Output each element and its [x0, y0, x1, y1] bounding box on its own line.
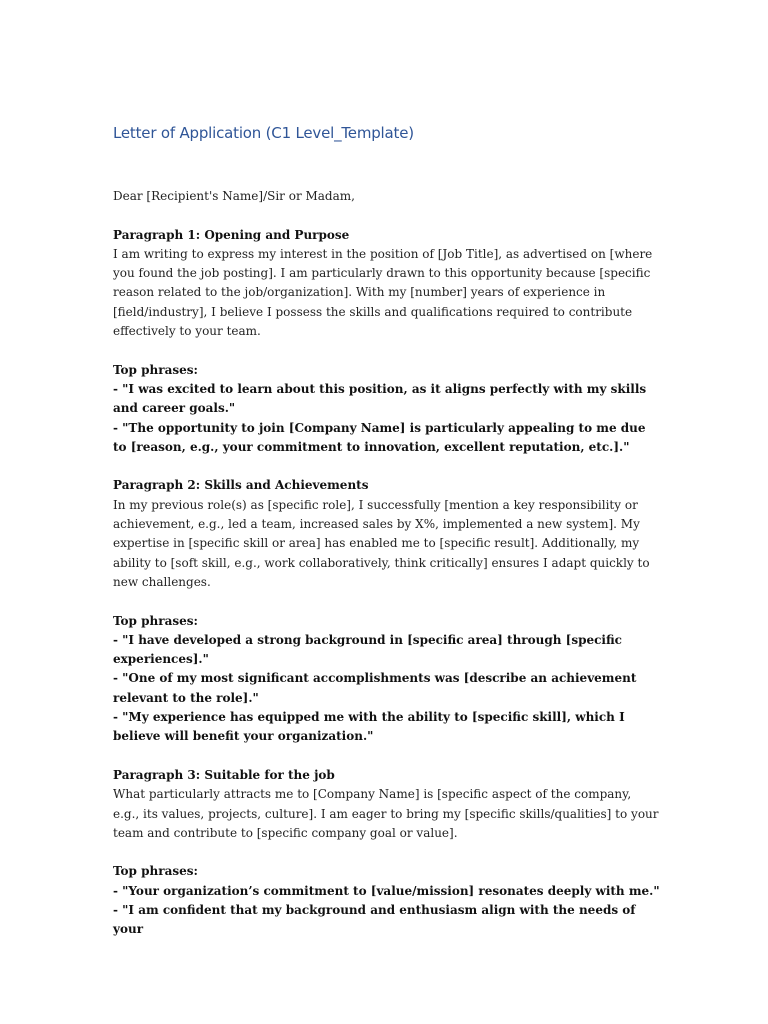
section-body: In my previous role(s) as [specific role], I successfully [mention a key responsibility or achievement, e.g., led a team, increased sales by X%, implemented a new system]. My expertise in [specific skill or area] has enabled me to [specific result]. Additionally, my ability to [soft skill, e.g., work collaboratively, think critically] ensures I adapt quickly to new challenges.	[113, 497, 650, 589]
phrase-item: - "I have developed a strong background in [specific area] through [specific experiences]."	[113, 632, 622, 667]
section-heading: Paragraph 3: Suitable for the job	[113, 767, 335, 782]
phrases-heading: Top phrases:	[113, 362, 198, 377]
section-body: What particularly attracts me to [Company Name] is [specific aspect of the company, e.g., its values, projects, culture]. I am eager to bring my [specific skills/qualities] to your team and contribute to [specific company goal or value].	[113, 787, 659, 840]
document-title: Letter of Application (C1 Level_Template)	[113, 124, 414, 142]
section-body: I am writing to express my interest in the position of [Job Title], as advertised on [where you found the job posting]. I am particularly drawn to this opportunity because [specific reason related to the job/organization]. With my [number] years of experience in [field/industry], I believe I possess the skills and qualifications required to contribute effectively to your team.	[113, 246, 653, 339]
section-heading: Paragraph 1: Opening and Purpose	[113, 227, 350, 242]
phrases-heading: Top phrases:	[113, 613, 198, 628]
phrase-item: - "I was excited to learn about this position, as it aligns perfectly with my skills and career goals."	[113, 381, 647, 416]
phrase-item: - "I am confident that my background and enthusiasm align with the needs of your	[113, 902, 636, 937]
phrase-item: - "One of my most significant accomplishments was [describe an achievement relevant to the role]."	[113, 671, 637, 705]
phrase-item: - "The opportunity to join [Company Name] is particularly appealing to me due to [reason, e.g., your commitment to innovation, excellent reputation, etc.]."	[113, 420, 646, 454]
letter-body	[113, 187, 661, 940]
phrases-heading: Top phrases:	[113, 864, 198, 879]
section-heading: Paragraph 2: Skills and Achievements	[113, 478, 369, 493]
phrase-item: - "Your organization’s commitment to [value/mission] resonates deeply with me."	[113, 883, 660, 898]
salutation: Dear [Recipient's Name]/Sir or Madam,	[113, 189, 355, 203]
phrase-item: - "My experience has equipped me with the ability to [specific skill], which I believe will benefit your organization."	[113, 710, 625, 744]
